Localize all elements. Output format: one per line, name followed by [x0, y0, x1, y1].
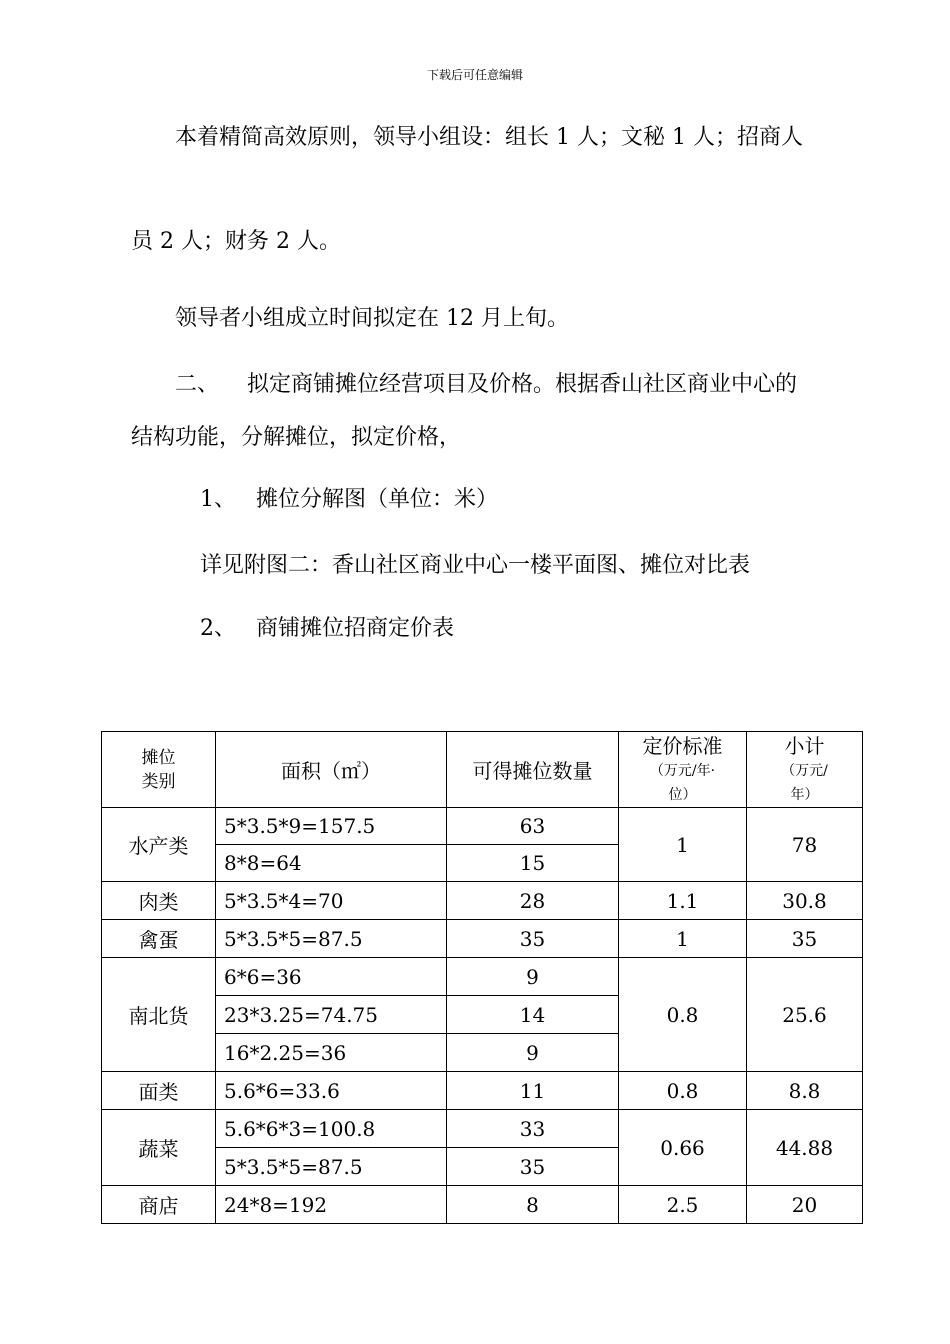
area-cell: 5.6*6*3=100.8: [216, 1110, 447, 1148]
price-cell: 0.66: [619, 1110, 747, 1186]
count-cell: 35: [447, 1148, 619, 1186]
area-cell: 5*3.5*5=87.5: [216, 1148, 447, 1186]
page-header: 下载后可任意编辑: [426, 68, 523, 82]
paragraph-leadership-composition: 本着精简高效原则，领导小组设：组长 1 人；文秘 1 人；招商人: [175, 125, 803, 150]
subsection-number: 2、: [200, 616, 236, 641]
subsection-heading-1: [200, 486, 498, 514]
category-cell: 禽蛋: [102, 920, 216, 958]
count-cell: 11: [447, 1072, 619, 1110]
price-cell: 1: [619, 808, 747, 882]
area-cell: 23*3.25=74.75: [216, 996, 447, 1034]
count-cell: 15: [447, 845, 619, 882]
area-cell: 5*3.5*4=70: [216, 882, 447, 920]
paragraph-leadership-composition-cont: 员 2 人；财务 2 人。: [131, 229, 341, 254]
table-row: [102, 808, 863, 845]
header-price: 定价标准 （万元/年· 位）: [619, 732, 747, 808]
subtotal-cell: 44.88: [747, 1110, 863, 1186]
subsection-number: 1、: [200, 487, 236, 512]
header-area: 面积（㎡）: [216, 732, 447, 808]
count-cell: 28: [447, 882, 619, 920]
area-cell: 5*3.5*9=157.5: [216, 808, 447, 845]
count-cell: 8: [447, 1186, 619, 1224]
subtotal-cell: 25.6: [747, 958, 863, 1072]
price-cell: 1: [619, 920, 747, 958]
section-heading-2: [175, 371, 797, 399]
subtotal-cell: 35: [747, 920, 863, 958]
subsection-title: 商铺摊位招商定价表: [256, 616, 455, 641]
price-cell: 0.8: [619, 958, 747, 1072]
count-cell: 9: [447, 1034, 619, 1072]
area-cell: 24*8=192: [216, 1186, 447, 1224]
area-cell: 6*6=36: [216, 958, 447, 996]
area-cell: 8*8=64: [216, 845, 447, 882]
count-cell: 33: [447, 1110, 619, 1148]
stall-pricing-table: [101, 731, 863, 1224]
subtotal-cell: 20: [747, 1186, 863, 1224]
area-cell: 5*3.5*5=87.5: [216, 920, 447, 958]
section-number: 二、: [175, 372, 220, 397]
section-title: 拟定商铺摊位经营项目及价格。根据香山社区商业中心的: [247, 372, 798, 397]
category-cell: 面类: [102, 1072, 216, 1110]
area-cell: 5.6*6=33.6: [216, 1072, 447, 1110]
area-cell: 16*2.25=36: [216, 1034, 447, 1072]
subtotal-cell: 8.8: [747, 1072, 863, 1110]
table-row: [102, 958, 863, 996]
table-row: [102, 1186, 863, 1224]
count-cell: 35: [447, 920, 619, 958]
subsection-title: 摊位分解图（单位：米）: [256, 487, 499, 512]
table-row: [102, 1110, 863, 1148]
subsection-heading-2: [200, 615, 454, 643]
header-count: 可得摊位数量: [447, 732, 619, 808]
paragraph-establish-date: 领导者小组成立时间拟定在 12 月上旬。: [175, 306, 569, 331]
category-cell: 水产类: [102, 808, 216, 882]
section-heading-2-cont: 结构功能，分解摊位，拟定价格，: [131, 425, 462, 450]
header-category: 摊位 类别: [102, 732, 216, 808]
header-subtotal: 小计 （万元/ 年）: [747, 732, 863, 808]
count-cell: 63: [447, 808, 619, 845]
price-cell: 0.8: [619, 1072, 747, 1110]
subtotal-cell: 30.8: [747, 882, 863, 920]
category-cell: 南北货: [102, 958, 216, 1072]
category-cell: 肉类: [102, 882, 216, 920]
count-cell: 9: [447, 958, 619, 996]
table-row: [102, 882, 863, 920]
category-cell: 商店: [102, 1186, 216, 1224]
count-cell: 14: [447, 996, 619, 1034]
price-cell: 1.1: [619, 882, 747, 920]
table-row: [102, 920, 863, 958]
price-cell: 2.5: [619, 1186, 747, 1224]
table-row: [102, 1072, 863, 1110]
category-cell: 蔬菜: [102, 1110, 216, 1186]
paragraph-see-appendix: 详见附图二：香山社区商业中心一楼平面图、摊位对比表: [200, 553, 751, 578]
table-header-row: [102, 732, 863, 808]
subtotal-cell: 78: [747, 808, 863, 882]
